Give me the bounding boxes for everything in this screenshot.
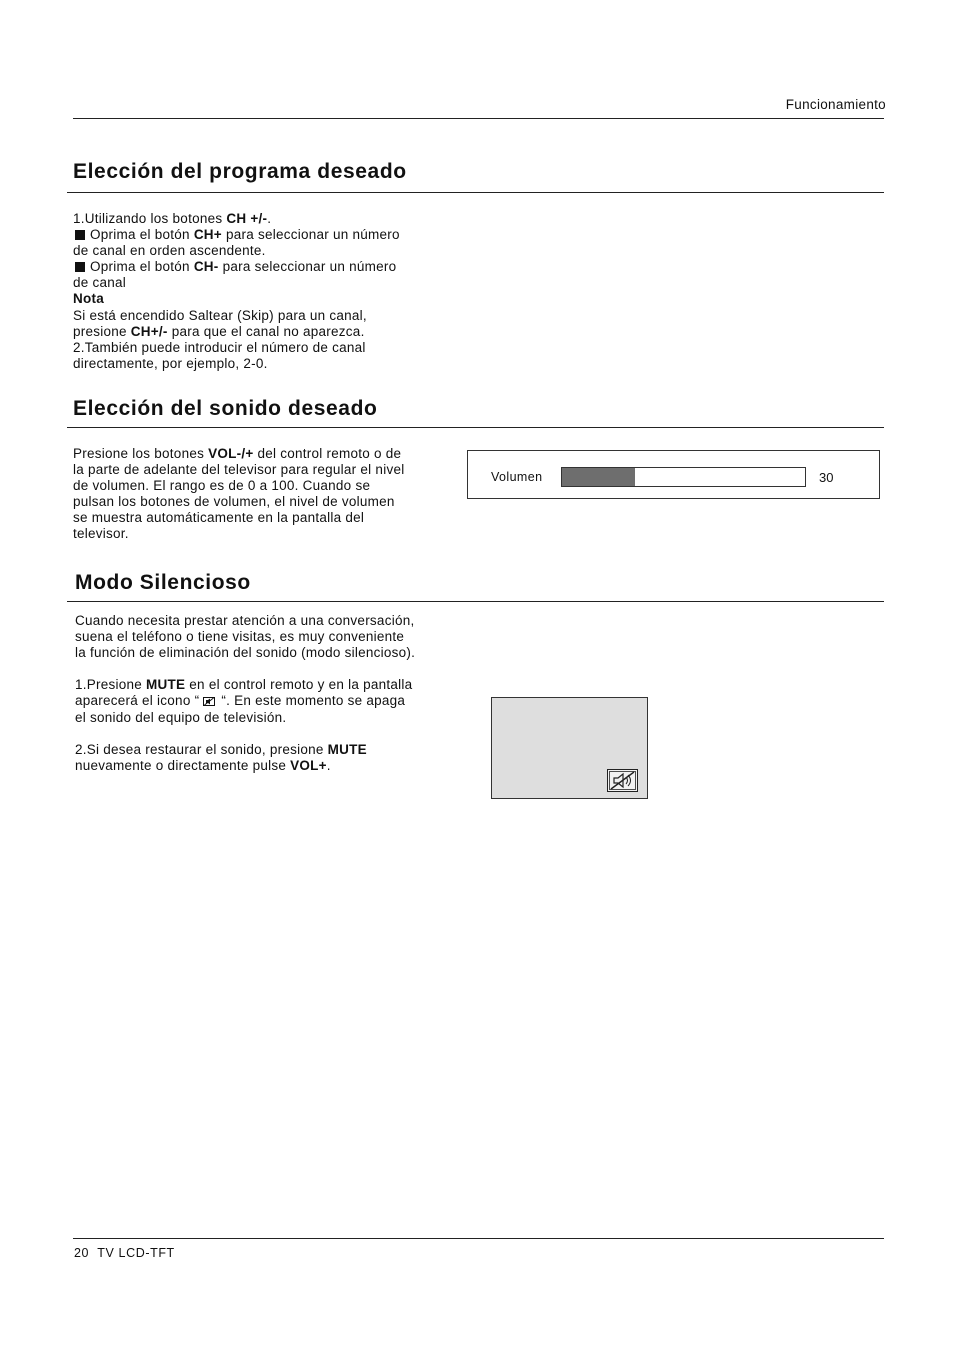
volume-value: 30	[819, 470, 834, 485]
mute-inline-icon	[203, 697, 215, 706]
product-name: TV LCD-TFT	[97, 1246, 175, 1260]
tv-screen-illustration	[491, 697, 648, 799]
section-title-silencioso: Modo Silencioso	[75, 571, 251, 594]
mute-speaker-icon	[607, 769, 638, 792]
section-rule	[67, 427, 884, 428]
section-rule	[67, 601, 884, 602]
programa-body: 1.Utilizando los botones CH +/-. Oprima el botón CH+ para seleccionar un número de canal en orden ascendente. Oprima el botón CH- para seleccionar un número de canal Nota Si está encendido Saltear (Skip) para un canal, presione CH+/- para que el canal no aparezca. 2.También puede introducir el número de canal directamente, por ejemplo, 2-0.	[73, 211, 400, 371]
volume-bar-fill	[562, 468, 635, 486]
square-bullet-icon	[75, 230, 85, 240]
volume-osd	[467, 450, 880, 499]
section-title-programa: Elección del programa deseado	[73, 160, 407, 183]
running-header: Funcionamiento	[785, 97, 886, 112]
silencioso-body: Cuando necesita prestar atención a una conversación, suena el teléfono o tiene visitas, es muy conveniente la función de eliminación del sonido (modo silencioso). 1.Presione MUTE en el control remoto y en la pantalla aparecerá el icono “ “. En este momento se apaga el sonido del equipo de televisión. 2.Si desea restaurar el sonido, presione MUTE nuevamente o directamente pulse VOL+.	[75, 613, 416, 773]
footer	[74, 1246, 175, 1260]
section-rule	[67, 192, 884, 193]
note-heading: Nota	[73, 291, 104, 307]
header-rule	[73, 118, 884, 119]
volume-label: Volumen	[491, 470, 543, 484]
volume-bar	[561, 467, 806, 487]
page-number: 20	[74, 1246, 90, 1260]
square-bullet-icon	[75, 262, 85, 272]
sonido-body: Presione los botones VOL-/+ del control remoto o de la parte de adelante del televisor para regular el nivel de volumen. El rango es de 0 a 100. Cuando se pulsan los botones de volumen, el nivel de volumen se muestra automáticamente en la pantalla del televisor.	[73, 446, 405, 542]
footer-rule	[73, 1238, 884, 1239]
section-title-sonido: Elección del sonido deseado	[73, 397, 378, 420]
